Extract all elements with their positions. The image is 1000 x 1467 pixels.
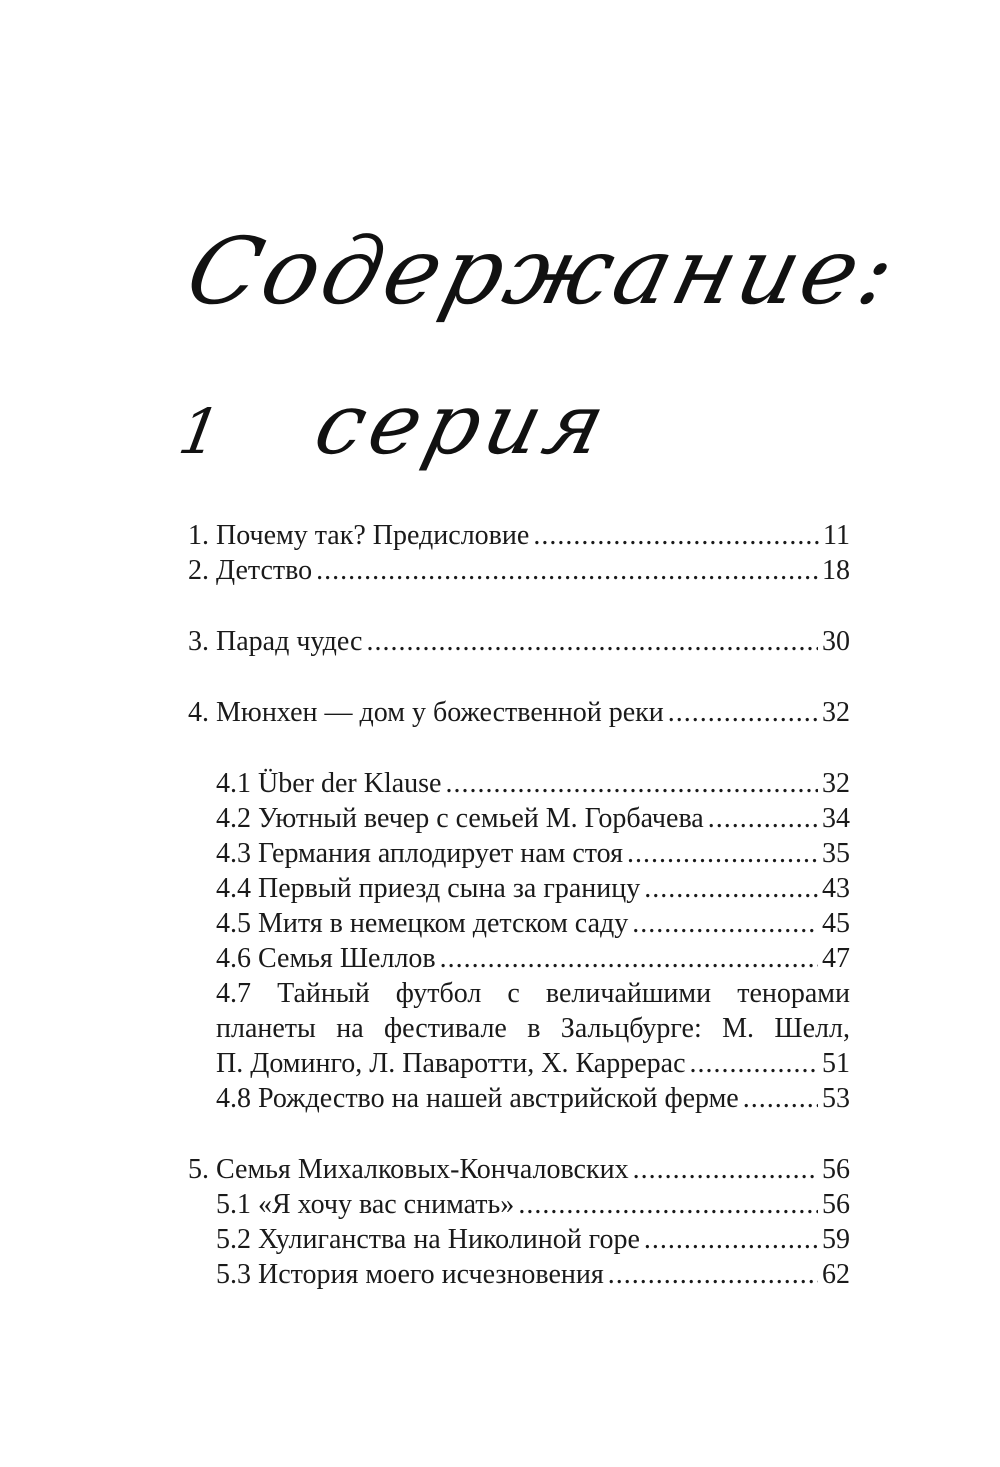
series-number: 1 — [173, 395, 232, 468]
leader-dots — [366, 624, 818, 659]
leader-dots — [627, 836, 818, 871]
toc-entry[interactable] — [188, 695, 850, 730]
leader-dots — [316, 553, 818, 588]
leader-dots — [644, 1222, 818, 1257]
leader-dots — [632, 906, 818, 941]
toc-entry-title: 5.1 «Я хочу вас снимать» — [216, 1189, 515, 1220]
toc-entry-title: 3. Парад чудес — [188, 626, 363, 657]
toc-entry-title: 4.8 Рождество на нашей австрийской ферме — [216, 1083, 739, 1114]
toc-entry-page: 43 — [822, 873, 850, 904]
toc-entry-title: 4.1 Über der Klause — [216, 768, 442, 799]
toc-entry-title: 2. Детство — [188, 555, 313, 586]
toc-entry-page: 45 — [822, 908, 850, 939]
leader-dots — [690, 1046, 818, 1081]
toc-entry-title: 4. Мюнхен — дом у божественной реки — [188, 697, 664, 728]
toc-entry-page: 32 — [822, 697, 850, 728]
leader-dots — [518, 1187, 818, 1222]
toc-entry[interactable] — [188, 624, 850, 659]
leader-dots — [440, 941, 818, 976]
toc-entry-page: 59 — [822, 1224, 850, 1255]
toc-entry[interactable] — [188, 801, 850, 836]
toc-entry-page: 11 — [823, 520, 850, 551]
toc-entry[interactable] — [188, 1222, 850, 1257]
toc-entry-page: 56 — [822, 1154, 850, 1185]
toc-entry-title: 4.4 Первый приезд сына за границу — [216, 873, 641, 904]
toc-entry-page: 30 — [822, 626, 850, 657]
leader-dots — [668, 695, 818, 730]
leader-dots — [633, 1152, 818, 1187]
leader-dots — [743, 1081, 818, 1116]
toc-entry-title: 5. Семья Михалковых-Кончаловских — [188, 1154, 629, 1185]
toc-entry-title: 4.6 Семья Шеллов — [216, 943, 436, 974]
toc-entry-page: 62 — [822, 1259, 850, 1290]
toc-entry[interactable] — [188, 871, 850, 906]
toc-entry-title: 5.3 История моего исчезновения — [216, 1259, 604, 1290]
toc-entry[interactable] — [188, 836, 850, 871]
toc-entry-title: 5.2 Хулиганства на Николиной горе — [216, 1224, 640, 1255]
toc-entry[interactable] — [188, 1187, 850, 1222]
toc-entry-title: 4.2 Уютный вечер с семьей М. Горбачева — [216, 803, 704, 834]
toc-entry-multiline[interactable] — [188, 976, 850, 1081]
toc-entry-title: 4.3 Германия аплодирует нам стоя — [216, 838, 623, 869]
leader-dots — [445, 766, 818, 801]
toc-entry[interactable] — [188, 1152, 850, 1187]
toc-entry[interactable] — [188, 1257, 850, 1292]
toc-entry-title-line: П. Доминго, Л. Паваротти, Х. Каррерас — [216, 1048, 686, 1079]
toc-entry-page: 34 — [822, 803, 850, 834]
toc-entry-page: 32 — [822, 768, 850, 799]
leader-dots — [708, 801, 818, 836]
toc-entry-page: 18 — [822, 555, 850, 586]
toc-entry-page: 51 — [822, 1048, 850, 1079]
series-label: серия — [305, 375, 621, 473]
page-title: Содержание: — [176, 218, 910, 325]
toc-entry-title-line: планеты на фестивале в Зальцбурге: М. Шелл, — [216, 1013, 850, 1044]
toc-entry[interactable] — [188, 941, 850, 976]
toc-entry[interactable] — [188, 766, 850, 801]
toc-entry[interactable] — [188, 906, 850, 941]
toc-entry[interactable] — [188, 553, 850, 588]
toc-entry-page: 35 — [822, 838, 850, 869]
toc-entry-title: 4.5 Митя в немецком детском саду — [216, 908, 629, 939]
leader-dots — [608, 1257, 818, 1292]
leader-dots — [533, 518, 819, 553]
toc-entry-page: 47 — [822, 943, 850, 974]
toc-entry[interactable] — [188, 1081, 850, 1116]
toc-entry-title-line: 4.7 Тайный футбол с величайшими тенорами — [216, 978, 850, 1009]
leader-dots — [644, 871, 818, 906]
table-of-contents — [188, 518, 850, 1292]
toc-entry[interactable] — [188, 518, 850, 553]
toc-entry-title: 1. Почему так? Предисловие — [188, 520, 530, 551]
toc-entry-page: 56 — [822, 1189, 850, 1220]
toc-entry-page: 53 — [822, 1083, 850, 1114]
